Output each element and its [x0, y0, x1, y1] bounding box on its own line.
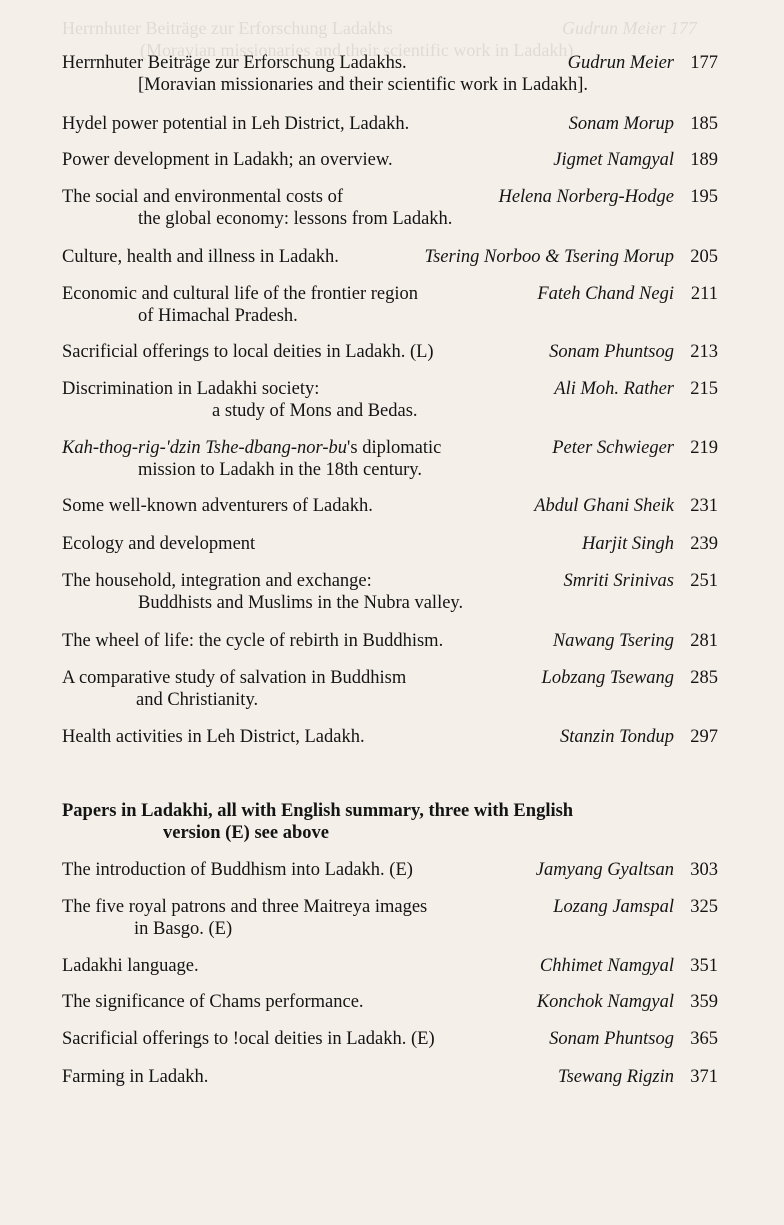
- toc-entry-title: Ecology and development: [62, 534, 256, 554]
- toc-entry: [62, 667, 718, 711]
- toc-entry-title: The wheel of life: the cycle of rebirth in Buddhism.: [62, 631, 444, 651]
- toc-entry: [62, 186, 718, 230]
- toc-entry-page: 365: [690, 1029, 718, 1049]
- toc-entry-author: Helena Norberg-Hodge: [498, 187, 674, 207]
- toc-entry-title-continuation: [Moravian missionaries and their scientific work in Ladakh].: [138, 75, 589, 95]
- bleed-through-line: (Moravian missionaries and their scientific work in Ladakh): [140, 40, 574, 60]
- toc-entry: [62, 570, 718, 614]
- toc-entry-author: Tsering Norboo & Tsering Morup: [424, 247, 674, 267]
- toc-entry: [62, 1028, 718, 1050]
- toc-entry: [62, 52, 718, 96]
- toc-entry-title: Farming in Ladakh.: [62, 1067, 209, 1087]
- toc-entry-author: Lobzang Tsewang: [541, 668, 674, 688]
- toc-entry: [62, 533, 718, 555]
- toc-entry-title: The significance of Chams performance.: [62, 992, 364, 1012]
- toc-entry-page: 185: [690, 114, 718, 134]
- toc-entry-author: Sonam Phuntsog: [549, 1029, 674, 1049]
- toc-entry-author: Ali Moh. Rather: [554, 379, 674, 399]
- toc-entry-page: 195: [690, 187, 718, 207]
- toc-entry: [62, 341, 718, 363]
- toc-entry-page: 371: [690, 1067, 718, 1087]
- toc-entry-author: Konchok Namgyal: [536, 992, 674, 1012]
- toc-entry-title: Some well-known adventurers of Ladakh.: [62, 496, 373, 516]
- toc-entry-title: Power development in Ladakh; an overview.: [62, 150, 393, 170]
- toc-entry-title-rest: 's diplomatic: [347, 438, 442, 458]
- section-heading-line: version (E) see above: [163, 823, 329, 843]
- toc-entry-title-continuation: and Christianity.: [136, 690, 259, 710]
- section-heading: [62, 800, 702, 844]
- toc-entry-author: Jigmet Namgyal: [553, 150, 674, 170]
- toc-entry-page: 177: [690, 53, 718, 73]
- toc-entry: [62, 378, 718, 422]
- toc-entry-author: Stanzin Tondup: [560, 727, 674, 747]
- toc-entry-title-italic: Kah-thog-rig-'dzin Tshe-dbang-nor-bu: [62, 438, 348, 458]
- section-heading-line: Papers in Ladakhi, all with English summary, three with English: [62, 801, 574, 821]
- bleed-through-line: Herrnhuter Beiträge zur Erforschung Ladakhs Gudrun Meier 177: [62, 18, 697, 38]
- toc-entry-title: [62, 437, 441, 459]
- toc-entry-page: 281: [690, 631, 718, 651]
- toc-entry-author: Abdul Ghani Sheik: [534, 496, 674, 516]
- toc-entry-author: Jamyang Gyaltsan: [535, 860, 674, 880]
- toc-entry: [62, 113, 718, 135]
- toc-entry: [62, 1066, 718, 1088]
- toc-entry-author: Harjit Singh: [582, 534, 674, 554]
- toc-entry-page: 303: [690, 860, 718, 880]
- toc-entry-author: Nawang Tsering: [552, 631, 674, 651]
- toc-entry-author: Sonam Morup: [568, 114, 674, 134]
- toc-entry-title: Economic and cultural life of the frontier region: [62, 284, 418, 304]
- toc-entry: [62, 726, 718, 748]
- toc-entry-page: 325: [690, 897, 718, 917]
- toc-entry-page: 219: [690, 438, 718, 458]
- toc-entry: [62, 149, 718, 171]
- toc-entry-author: Fateh Chand Negi: [537, 284, 674, 304]
- toc-entry-title-continuation: the global economy: lessons from Ladakh.: [138, 209, 453, 229]
- toc-entry-page: 285: [690, 668, 718, 688]
- toc-entry-page: 211: [690, 284, 718, 304]
- toc-entry-title-continuation: mission to Ladakh in the 18th century.: [138, 460, 422, 480]
- toc-entry: [62, 437, 718, 481]
- toc-entry: [62, 630, 718, 652]
- toc-entry-author: Smriti Srinivas: [563, 571, 674, 591]
- toc-entry-title: Ladakhi language.: [62, 956, 199, 976]
- toc-entry-title-continuation: in Basgo. (E): [134, 919, 233, 939]
- toc-entry-page: 213: [690, 342, 718, 362]
- toc-entry: [62, 859, 718, 881]
- toc-entry: [62, 896, 718, 940]
- toc-entry-title: Sacrificial offerings to local deities in Ladakh. (L): [62, 342, 434, 362]
- toc-entry-page: 231: [690, 496, 718, 516]
- toc-entry-author: Tsewang Rigzin: [558, 1067, 674, 1087]
- toc-entry-author: Chhimet Namgyal: [539, 956, 674, 976]
- toc-entry-page: 215: [690, 379, 718, 399]
- toc-entry-title: Culture, health and illness in Ladakh.: [62, 247, 339, 267]
- toc-entry: [62, 495, 718, 517]
- toc-entry-page: 205: [690, 247, 718, 267]
- toc-entry-author: Gudrun Meier: [567, 53, 674, 73]
- toc-entry-author: Peter Schwieger: [552, 438, 674, 458]
- toc-entry-title: The introduction of Buddhism into Ladakh. (E): [62, 860, 413, 880]
- toc-entry-title: The household, integration and exchange:: [62, 571, 372, 591]
- toc-entry-title: The five royal patrons and three Maitreya images: [62, 897, 428, 917]
- toc-entry-title: Herrnhuter Beiträge zur Erforschung Ladakhs.: [62, 53, 407, 73]
- toc-entry: [62, 246, 718, 268]
- toc-entry-title-continuation: a study of Mons and Bedas.: [212, 401, 418, 421]
- toc-entry: [62, 955, 718, 977]
- toc-entry-page: 189: [690, 150, 718, 170]
- toc-entry-title: Discrimination in Ladakhi society:: [62, 379, 320, 399]
- toc-entry-author: Lozang Jamspal: [553, 897, 674, 917]
- toc-entry-page: 251: [690, 571, 718, 591]
- toc-entry-page: 239: [690, 534, 718, 554]
- toc-entry-page: 351: [690, 956, 718, 976]
- toc-entry: [62, 283, 718, 327]
- toc-entry-title: The social and environmental costs of: [62, 187, 344, 207]
- toc-entry: [62, 991, 718, 1013]
- toc-entry-page: 297: [690, 727, 718, 747]
- toc-entry-title: A comparative study of salvation in Buddhism: [62, 668, 407, 688]
- toc-entry-title-continuation: Buddhists and Muslims in the Nubra valley.: [138, 593, 464, 613]
- toc-entry-author: Sonam Phuntsog: [549, 342, 674, 362]
- toc-entry-title-continuation: of Himachal Pradesh.: [138, 306, 298, 326]
- toc-entry-title: Sacrificial offerings to !ocal deities in Ladakh. (E): [62, 1029, 435, 1049]
- toc-entry-title: Health activities in Leh District, Ladakh.: [62, 727, 365, 747]
- toc-entry-page: 359: [690, 992, 718, 1012]
- toc-entry-title: Hydel power potential in Leh District, Ladakh.: [62, 114, 410, 134]
